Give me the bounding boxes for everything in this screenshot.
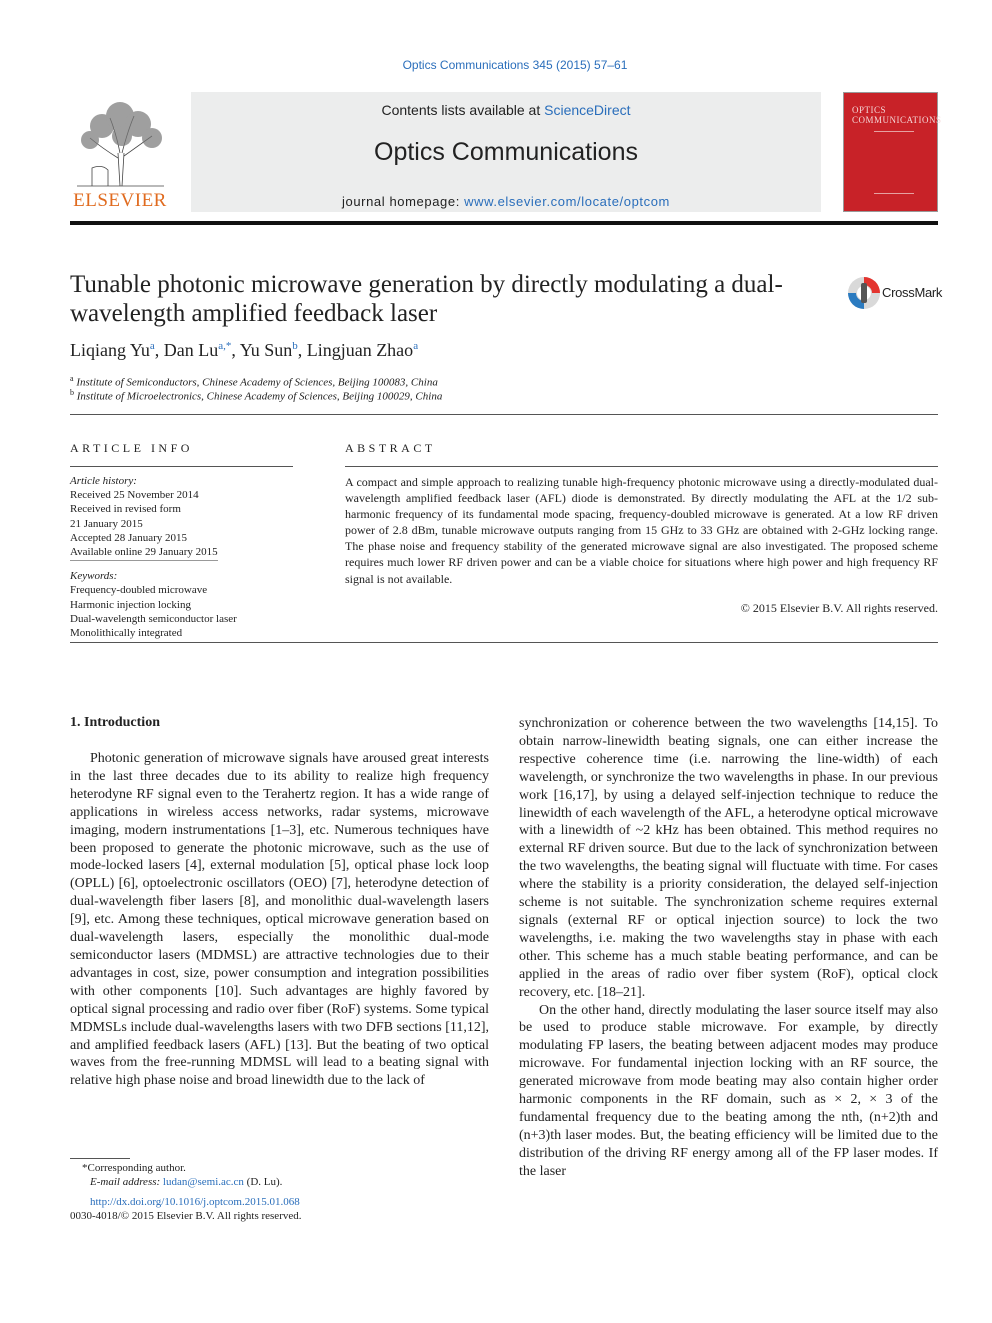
- author-name[interactable]: Liqiang Yu: [70, 340, 150, 360]
- author-affil-sup[interactable]: a: [149, 340, 155, 352]
- corresponding-author-note: *Corresponding author.: [82, 1162, 186, 1174]
- author-list: Liqiang Yu$^a$, Dan $Lu^{a,*}$, Yu Sun$^b$, Lingjuan Zhao$^a$: [70, 340, 419, 360]
- header-rule: [70, 221, 938, 225]
- footnote-rule: [70, 1158, 130, 1159]
- homepage-link[interactable]: www.elsevier.com/locate/optcom: [464, 194, 670, 209]
- issn-line: 0030-4018/© 2015 Elsevier B.V. All rights reserved.: [70, 1210, 302, 1222]
- homepage-prefix: journal homepage:: [342, 194, 465, 209]
- history-item: Received 25 November 2014: [70, 489, 199, 502]
- history-label: Article history:: [70, 475, 137, 487]
- keyword: Harmonic injection locking: [70, 598, 191, 611]
- author-name[interactable]: Yu Sun: [239, 340, 293, 360]
- crossmark-label: CrossMark: [882, 285, 943, 300]
- body-column-left: [70, 750, 489, 1090]
- history-item: Received in revised form: [70, 503, 181, 516]
- sciencedirect-link[interactable]: ScienceDirect: [544, 102, 631, 118]
- body-column-right: [519, 715, 938, 1181]
- author-name[interactable]: Lingjuan Zhao: [306, 340, 414, 360]
- abstract-rule: [345, 466, 938, 467]
- affiliation-text: Institute of Microelectronics, Chinese Academy of Sciences, Beijing 100029, China: [76, 390, 443, 403]
- keyword: Dual-wavelength semiconductor laser: [70, 612, 237, 625]
- affiliation-sup: b: [70, 388, 74, 397]
- section-heading: 1. Introduction: [70, 715, 160, 730]
- abstract-text: A compact and simple approach to realizing tunable high-frequency photonic microwave using a directly-modulated dual-wavelength amplified feedback laser (AFL) diode is demonstrated. By directly modulating the AFL at the 1/2 sub-harmonic frequency of its fundamental mode spacing, frequency-doubled microwave is generated. At a low RF driven power of 2.8 dBm, tunable microwave outputs ranging from 15 GHz to 33 GHz are obtained with 2-GHz locking range. The phase noise and frequency stability of the generated microwave signal are also investigated. The proposed scheme requires much lower RF driven power and can be a viable choice for situations where high power and high frequency RF signal is not available.: [345, 475, 938, 586]
- cover-divider: [874, 193, 914, 194]
- journal-cover-thumbnail[interactable]: [843, 92, 942, 212]
- footnotes: [70, 1161, 302, 1223]
- keyword: Frequency-doubled microwave: [70, 584, 208, 597]
- author-affil-sup[interactable]: b: [292, 340, 298, 352]
- author-name[interactable]: Dan Lu: [163, 340, 219, 360]
- keywords-label: Keywords:: [70, 570, 118, 583]
- article-info: [70, 474, 300, 640]
- running-head[interactable]: Optics Communications 345 (2015) 57–61: [402, 58, 628, 72]
- email-link[interactable]: ludan@semi.ac.cn: [162, 1176, 244, 1188]
- contents-line: [191, 102, 821, 118]
- elsevier-logo[interactable]: [70, 92, 170, 212]
- history-item: 21 January 2015: [70, 517, 143, 530]
- elsevier-tree-icon: [72, 98, 168, 190]
- body-paragraph: On the other hand, directly modulating the laser source itself may also be used to produce stable microwave. For example, by directly modulating FP lasers, the beating between adjacent modes may produce microwave. For fundamental injection locking with an RF source, the generated microwave from mode beating may also contain higher order harmonic components in the RF domain, such as × 2, × 3 of the fundamental frequency due to the beating among the nth, (n+2)th and (n+3)th laser modes. But, the beating efficiency will be limited due to the distribution of the driving RF energy among all of the FP laser modes. If the laser: [519, 1002, 938, 1179]
- section-rule: [70, 414, 938, 415]
- affiliation: [70, 388, 442, 403]
- contents-prefix: Contents lists available at: [381, 102, 545, 118]
- history-item: Available online 29 January 2015: [70, 545, 218, 561]
- author-affil-sup[interactable]: a: [413, 340, 419, 352]
- author-affil-sup[interactable]: a,*: [218, 340, 232, 352]
- email-suffix: (D. Lu).: [246, 1176, 283, 1188]
- elsevier-wordmark: ELSEVIER: [73, 190, 167, 211]
- email-line: [70, 1175, 302, 1189]
- crossmark-icon: [846, 275, 882, 311]
- article-info-rule: [70, 466, 293, 467]
- keyword: Monolithically integrated: [70, 627, 183, 640]
- body-paragraph: synchronization or coherence between the two wavelengths [14,15]. To obtain narrow-linewidth beating signals, one can either increase the respective coherence time (i.e. narrowing the line-width) of each wavelength, or synchronize the two wavelengths in phase. In our previous work [16,17], by using a delayed self-injection technique to reduce the linewidth of each wavelength of the AFL, a heterodyne optical microwave with a linewidth of ~2 kHz has been obtained. This method requires no external RF driven source. But due to the lack of synchronization between the two wavelengths, the beating signal will fluctuate with time. For cases where the stability is a priority consideration, the delayed self-injection scheme is not suitable. The synchronization scheme requires external signals (external RF or optical injection source) to lock the two wavelengths, i.e. making the two wavelengths stay in phase with each other. This scheme has a much stable beating performance, and can be applied in the areas of radio over fiber system (RoF), optical clock recovery, etc. [18–21].: [519, 716, 938, 1000]
- affiliation-text: Institute of Semiconductors, Chinese Academy of Sciences, Beijing 100083, China: [76, 376, 438, 389]
- doi-link[interactable]: http://dx.doi.org/10.1016/j.optcom.2015.01.068: [90, 1196, 300, 1208]
- journal-banner: [191, 92, 821, 212]
- section-rule: [70, 642, 938, 643]
- email-label: E-mail address:: [90, 1176, 161, 1188]
- abstract-copyright: © 2015 Elsevier B.V. All rights reserved.: [740, 601, 938, 615]
- crossmark-badge[interactable]: [846, 275, 946, 311]
- journal-title[interactable]: Optics Communications: [374, 138, 638, 166]
- homepage-line: [191, 194, 821, 209]
- cover-title: OPTICS COMMUNICATIONS: [852, 105, 942, 125]
- article-info-heading: ARTICLE INFO: [70, 441, 193, 455]
- masthead: [70, 92, 942, 212]
- abstract-heading: ABSTRACT: [345, 441, 436, 455]
- cover-divider: [874, 131, 914, 132]
- body-paragraph: Photonic generation of microwave signals have aroused great interests in the last three decades due to its ability to realize high frequency heterodyne RF signal even to the Terahertz region. It has a wide range of applications in wireless access networks, radar systems, microwave imaging, modern instrumentations [1–3], etc. Numerous techniques have been proposed to generate the photonic microwave, such as the use of mode-locked lasers [4], external modulation [5], optical phase lock loop (OPLL) [6], optoelectronic oscillators (OEO) [7], heterodyne detection of dual-wavelength fiber lasers [8], and monolithic dual-wavelength lasers [9], etc. Among these techniques, optical microwave generation based on dual-wavelength lasers, especially the monolithic dual-mode semiconductor lasers (MDMSL) are attractive technologies due to their advantages in cost, size, power consumption and integration possibilities with other components [10]. Such advantages are highly favored by optical signal processing and radio over fiber (RoF) systems. Some typical MDMSLs include dual-wavelengths lasers with two DFB sections [11,12], and amplified feedback lasers (AFL) [13]. But the beating of two optical waves from the free-running MDMSL will lead to a beating signal with relative high phase noise and broad linewidth due to the lack of: [70, 751, 489, 1089]
- affiliation-sup: a: [70, 374, 74, 383]
- history-item: Accepted 28 January 2015: [70, 531, 187, 544]
- affiliation: [70, 374, 438, 389]
- article-title: Tunable photonic microwave generation by directly modulating a dual-wavelength amplified feedback laser: [70, 271, 783, 327]
